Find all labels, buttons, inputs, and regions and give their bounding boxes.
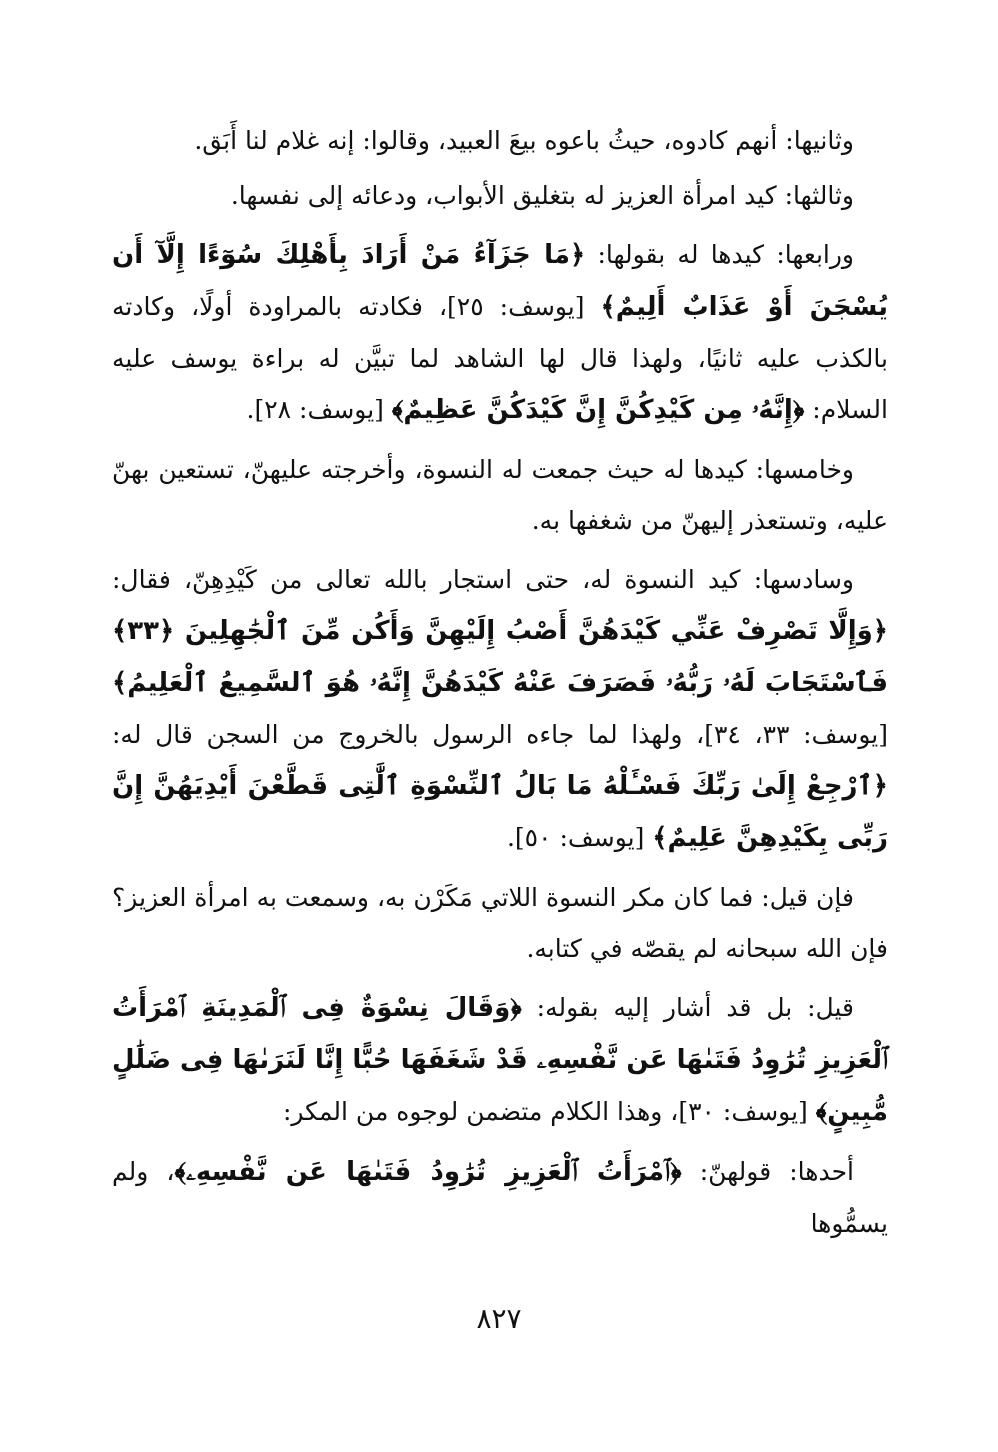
paragraph-fourth-plot bbox=[112, 229, 888, 436]
verse-reference: [يوسف: ٥٠]. bbox=[506, 823, 653, 852]
paragraph-text: وثانيها: أنهم كادوه، حيثُ باعوه بيعَ العبيد، وقالوا: إنه غلام لنا أَبَق. bbox=[194, 126, 854, 155]
quran-verse: ﴿إِنَّهُۥ مِن كَيْدِكُنَّ إِنَّ كَيْدَكُنَّ عَظِيمٌ﴾ bbox=[391, 395, 805, 425]
paragraph-fifth-plot bbox=[112, 444, 888, 546]
paragraph-intro: ورابعها: كيدها له بقولها: bbox=[585, 240, 854, 269]
verse-reference: [يوسف: ٣٠]، bbox=[662, 1097, 816, 1126]
paragraph-question bbox=[112, 872, 888, 974]
paragraph-text: وثالثها: كيد امرأة العزيز له بتغليق الأبواب، ودعائه إلى نفسها. bbox=[230, 181, 854, 210]
quran-verse: ﴿ٱمْرَأَتُ ٱلْعَزِيزِ تُرَٰوِدُ فَتَىٰهَا عَن نَّفْسِهِۦ﴾ bbox=[174, 1157, 682, 1187]
book-page-body bbox=[112, 116, 888, 1257]
verse-reference: [يوسف: ٣٣، ٣٤]، bbox=[682, 720, 888, 749]
paragraph-first-aspect bbox=[112, 1146, 888, 1249]
verse-reference: [يوسف: ٢٨]. bbox=[246, 395, 392, 424]
paragraph-third-plot bbox=[112, 170, 888, 221]
paragraph-text: ، ولم يسمُّوها bbox=[112, 1157, 888, 1238]
quran-verse: ﴿وَإِلَّا تَصْرِفْ عَنِّي كَيْدَهُنَّ أَصْبُ إِلَيْهِنَّ وَأَكُن مِّنَ ٱلْجَٰهِلِينَ ﴿٣٣﴾ فَٱسْتَجَابَ لَهُۥ رَبُّهُۥ فَصَرَفَ عَنْهُ كَيْدَهُنَّ إِنَّهُۥ هُوَ ٱلسَّمِيعُ ٱلْعَلِيمُ﴾ bbox=[112, 616, 888, 698]
paragraph-text: وخامسها: كيدها له حيث جمعت له النسوة، وأخرجته عليهنّ، تستعين بهنّ عليه، وتستعذر إليهنّ من شغفها به. bbox=[112, 455, 888, 535]
paragraph-second-plot bbox=[112, 116, 888, 166]
paragraph-sixth-plot bbox=[112, 554, 888, 864]
paragraph-text: ولهذا لما جاءه الرسول بالخروج من السجن قال له: bbox=[112, 720, 683, 749]
quran-verse: ﴿وَقَالَ نِسْوَةٌ فِى ٱلْمَدِينَةِ ٱمْرَأَتُ ٱلْعَزِيزِ تُرَٰوِدُ فَتَىٰهَا عَن نَّفْسِهِۦ قَدْ شَغَفَهَا حُبًّا إِنَّا لَنَرَىٰهَا فِى ضَلَٰلٍ مُّبِينٍ﴾ bbox=[112, 993, 888, 1127]
quran-verse: ﴿ٱرْجِعْ إِلَىٰ رَبِّكَ فَسْـَٔلْهُ مَا بَالُ ٱلنِّسْوَةِ ٱلَّٰتِى قَطَّعْنَ أَيْدِيَهُنَّ إِنَّ رَبِّى بِكَيْدِهِنَّ عَلِيمٌ﴾ bbox=[112, 771, 888, 853]
paragraph-intro: قيل: بل قد أشار إليه بقوله: bbox=[521, 993, 854, 1022]
paragraph-text: فكادته بالمراودة أولًا، وكادته بالكذب عليه ثانيًا، ولهذا قال لها الشاهد لما تبيَّن له براءة يوسف عليه السلام: bbox=[112, 292, 888, 424]
paragraph-text: وهذا الكلام متضمن لوجوه من المكر: bbox=[282, 1097, 663, 1126]
quran-verse: ﴿مَا جَزَآءُ مَنْ أَرَادَ بِأَهْلِكَ سُوٓءًا إِلَّآ أَن يُسْجَنَ أَوْ عَذَابٌ أَلِيمٌ﴾ bbox=[112, 240, 888, 322]
page-number: ٨٢٧ bbox=[476, 1302, 522, 1335]
paragraph-intro: أحدها: قولهنّ: bbox=[681, 1157, 854, 1186]
paragraph-text: فإن قيل: فما كان مكر النسوة اللاتي مَكَرْن به، وسمعت به امرأة العزيز؟ فإن الله سبحانه لم يقصّه في كتابه. bbox=[112, 883, 888, 963]
paragraph-intro: وسادسها: كيد النسوة له، حتى استجار بالله تعالى من كَيْدِهِنّ، فقال: bbox=[112, 565, 854, 594]
paragraph-answer bbox=[112, 982, 888, 1138]
verse-reference: [يوسف: ٢٥]، bbox=[422, 292, 601, 321]
